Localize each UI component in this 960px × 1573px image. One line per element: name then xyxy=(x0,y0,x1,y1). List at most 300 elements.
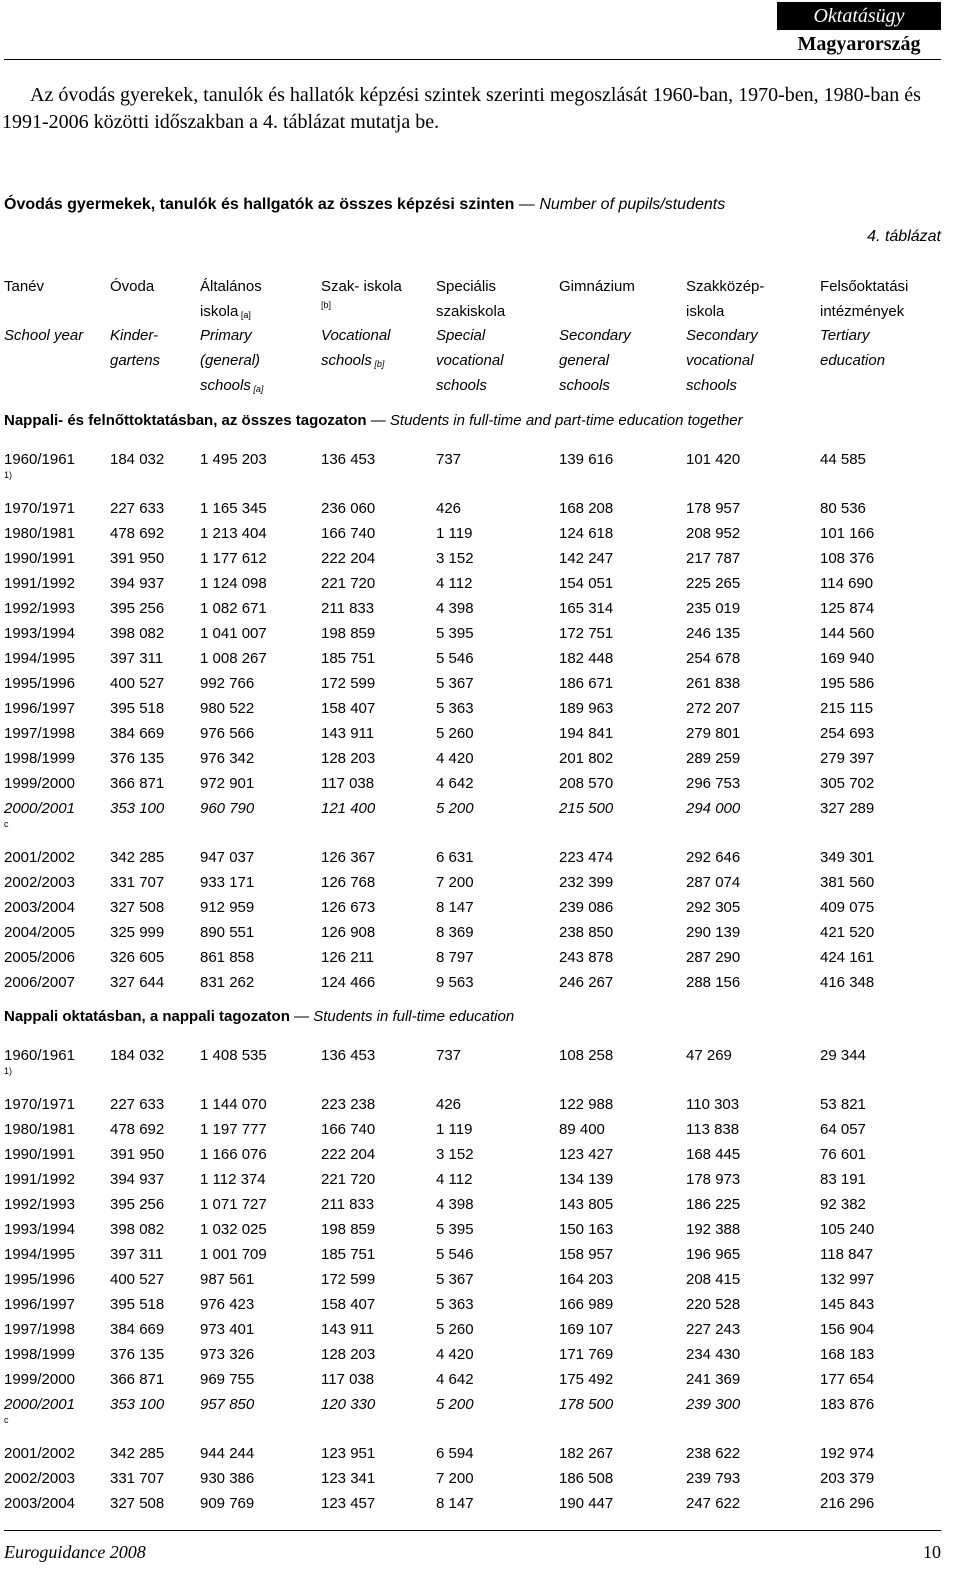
value-cell: 126 211 xyxy=(321,949,375,966)
value-cell: 168 445 xyxy=(686,1146,741,1163)
value-cell: 29 344 xyxy=(820,1047,866,1064)
value-cell: 395 256 xyxy=(110,1196,165,1213)
table-row xyxy=(0,1491,960,1516)
table-row xyxy=(0,1217,960,1242)
value-cell: 80 536 xyxy=(820,500,866,517)
value-cell: 424 161 xyxy=(820,949,875,966)
value-cell: 215 500 xyxy=(559,800,614,817)
column-header-en-line: schools $_{[b]}$ xyxy=(321,352,385,369)
value-cell: 136 453 xyxy=(321,1047,376,1064)
value-cell: 4 420 xyxy=(436,750,474,767)
school-year-cell: 2003/2004 xyxy=(4,1495,75,1512)
column-header-en-line: general xyxy=(559,352,610,369)
column-header-hu-line: Felsőoktatási xyxy=(820,278,909,295)
value-cell: 261 838 xyxy=(686,675,741,692)
value-cell: 3 152 xyxy=(436,550,474,567)
school-year-cell: 2002/2003 xyxy=(4,1470,75,1487)
column-header-hu-line: Speciális xyxy=(436,278,497,295)
value-cell: 194 841 xyxy=(559,725,614,742)
value-cell: 182 267 xyxy=(559,1445,614,1462)
value-cell: 211 833 xyxy=(321,600,375,617)
value-cell: 4 398 xyxy=(436,1196,474,1213)
value-cell: 395 256 xyxy=(110,600,165,617)
table-row xyxy=(0,1342,960,1367)
value-cell: 861 858 xyxy=(200,949,255,966)
value-cell: 227 633 xyxy=(110,1096,165,1113)
table-row xyxy=(0,845,960,870)
value-cell: 223 238 xyxy=(321,1096,376,1113)
value-cell: 101 420 xyxy=(686,451,741,468)
table-row xyxy=(0,521,960,546)
value-cell: 221 720 xyxy=(321,1171,376,1188)
value-cell: 241 369 xyxy=(686,1371,741,1388)
school-year-cell: 2001/2002 xyxy=(4,849,75,866)
value-cell: 1 495 203 xyxy=(200,451,267,468)
school-year-cell: 1991/1992 xyxy=(4,575,75,592)
value-cell: 243 878 xyxy=(559,949,614,966)
school-year-cell: 1995/1996 xyxy=(4,675,75,692)
section-title xyxy=(4,410,743,432)
value-cell: 172 599 xyxy=(321,675,376,692)
value-cell: 246 267 xyxy=(559,974,614,991)
value-cell: 292 305 xyxy=(686,899,741,916)
value-cell: 409 075 xyxy=(820,899,875,916)
column-header-en-line: (general) xyxy=(200,352,261,369)
value-cell: 117 038 xyxy=(321,1371,375,1388)
value-cell: 890 551 xyxy=(200,924,255,941)
value-cell: 384 669 xyxy=(110,725,165,742)
value-cell: 220 528 xyxy=(686,1296,741,1313)
value-cell: 290 139 xyxy=(686,924,741,941)
value-cell: 118 847 xyxy=(820,1246,874,1263)
footer-divider xyxy=(4,1530,941,1531)
column-header-hu-2 xyxy=(200,274,262,326)
value-cell: 376 135 xyxy=(110,750,165,767)
table-row xyxy=(0,1092,960,1117)
value-cell: 4 398 xyxy=(436,600,474,617)
value-cell: 5 260 xyxy=(436,1321,474,1338)
table-row xyxy=(0,1192,960,1217)
column-header-hu-line: Tanév xyxy=(4,278,45,295)
value-cell: 976 342 xyxy=(200,750,255,767)
value-cell: 208 415 xyxy=(686,1271,741,1288)
value-cell: 120 330 xyxy=(321,1396,376,1413)
table-row xyxy=(0,496,960,521)
value-cell: 394 937 xyxy=(110,575,165,592)
value-cell: 992 766 xyxy=(200,675,255,692)
value-cell: 172 599 xyxy=(321,1271,376,1288)
value-cell: 1 119 xyxy=(436,1121,473,1138)
school-year-cell: 1998/1999 xyxy=(4,750,75,767)
value-cell: 203 379 xyxy=(820,1470,875,1487)
value-cell: 190 447 xyxy=(559,1495,614,1512)
value-cell: 5 367 xyxy=(436,675,474,692)
value-cell: 287 074 xyxy=(686,874,741,891)
column-header-hu-7 xyxy=(820,274,908,324)
value-cell: 217 787 xyxy=(686,550,741,567)
value-cell: 933 171 xyxy=(200,874,255,891)
table-row xyxy=(0,596,960,621)
school-year-cell: 1999/2000 xyxy=(4,1371,75,1388)
value-cell: 426 xyxy=(436,500,462,517)
value-cell: 391 950 xyxy=(110,550,165,567)
column-header-en-1 xyxy=(110,323,160,373)
value-cell: 7 200 xyxy=(436,1470,474,1487)
value-cell: 169 107 xyxy=(559,1321,614,1338)
value-cell: 221 720 xyxy=(321,575,376,592)
value-cell: 957 850 xyxy=(200,1396,255,1413)
section-title-dash: — xyxy=(366,412,390,429)
header-divider xyxy=(4,59,941,60)
value-cell: 195 586 xyxy=(820,675,875,692)
table-row xyxy=(0,1441,960,1466)
value-cell: 5 395 xyxy=(436,625,474,642)
section-title-en: Students in full-time education xyxy=(313,1008,515,1025)
value-cell: 279 397 xyxy=(820,750,875,767)
value-cell: 1 213 404 xyxy=(200,525,267,542)
value-cell: 973 401 xyxy=(200,1321,255,1338)
value-cell: 4 642 xyxy=(436,1371,474,1388)
table-row xyxy=(0,1043,960,1068)
value-cell: 5 363 xyxy=(436,700,474,717)
table-number: 4. táblázat xyxy=(867,228,941,245)
row-footnote-marker: c xyxy=(4,819,9,829)
column-header-en-line: vocational xyxy=(436,352,504,369)
school-year-cell: 1980/1981 xyxy=(4,525,75,542)
school-year-cell: 1992/1993 xyxy=(4,1196,75,1213)
table-row xyxy=(0,920,960,945)
value-cell: 416 348 xyxy=(820,974,875,991)
value-cell: 166 740 xyxy=(321,1121,376,1138)
column-header-en-line: Secondary xyxy=(686,327,758,344)
table-row xyxy=(0,1367,960,1392)
school-year-cell: 1970/1971 xyxy=(4,500,75,517)
value-cell: 143 911 xyxy=(321,725,375,742)
school-year-cell: 1990/1991 xyxy=(4,550,75,567)
table-row xyxy=(0,1267,960,1292)
column-header-hu-line: Óvoda xyxy=(110,278,155,295)
value-cell: 83 191 xyxy=(820,1171,866,1188)
school-year-cell: 1980/1981 xyxy=(4,1121,75,1138)
value-cell: 353 100 xyxy=(110,1396,165,1413)
table-row xyxy=(0,1292,960,1317)
value-cell: 972 901 xyxy=(200,775,255,792)
value-cell: 165 314 xyxy=(559,600,614,617)
value-cell: 1 041 007 xyxy=(200,625,267,642)
row-footnote-marker: 1) xyxy=(4,470,13,480)
school-year-cell: 1993/1994 xyxy=(4,1221,75,1238)
value-cell: 198 859 xyxy=(321,1221,376,1238)
value-cell: 208 952 xyxy=(686,525,741,542)
table-row xyxy=(0,945,960,970)
value-cell: 381 560 xyxy=(820,874,875,891)
value-cell: 156 904 xyxy=(820,1321,875,1338)
value-cell: 831 262 xyxy=(200,974,255,991)
value-cell: 89 400 xyxy=(559,1121,605,1138)
value-cell: 1 166 076 xyxy=(200,1146,267,1163)
column-header-en-line: vocational xyxy=(686,352,754,369)
school-year-cell: 1998/1999 xyxy=(4,1346,75,1363)
value-cell: 126 908 xyxy=(321,924,376,941)
value-cell: 5 260 xyxy=(436,725,474,742)
column-header-en-line: Secondary xyxy=(559,327,631,344)
value-cell: 123 951 xyxy=(321,1445,376,1462)
value-cell: 5 200 xyxy=(436,800,474,817)
column-note: [b] xyxy=(321,300,332,310)
value-cell: 327 508 xyxy=(110,899,165,916)
column-header-en-line: Special xyxy=(436,327,486,344)
column-header-hu-3 xyxy=(321,274,402,324)
value-cell: 198 859 xyxy=(321,625,376,642)
value-cell: 909 769 xyxy=(200,1495,255,1512)
value-cell: 246 135 xyxy=(686,625,741,642)
school-year-cell: 2005/2006 xyxy=(4,949,75,966)
school-year-cell: 2002/2003 xyxy=(4,874,75,891)
value-cell: 327 508 xyxy=(110,1495,165,1512)
value-cell: 196 965 xyxy=(686,1246,741,1263)
table-heading-hu: Óvodás gyermekek, tanulók és hallgatók az összes képzési szinten xyxy=(4,196,515,213)
brand-title: Oktatásügy xyxy=(777,2,941,30)
value-cell: 4 112 xyxy=(436,1171,473,1188)
value-cell: 122 988 xyxy=(559,1096,614,1113)
value-cell: 185 751 xyxy=(321,1246,376,1263)
value-cell: 225 265 xyxy=(686,575,741,592)
school-year-cell: 1960/1961 xyxy=(4,451,75,468)
value-cell: 326 605 xyxy=(110,949,165,966)
column-header-en-line: Tertiary xyxy=(820,327,870,344)
value-cell: 5 395 xyxy=(436,1221,474,1238)
value-cell: 183 876 xyxy=(820,1396,875,1413)
value-cell: 178 957 xyxy=(686,500,741,517)
column-header-en-line: schools xyxy=(686,377,737,394)
value-cell: 114 690 xyxy=(820,575,874,592)
school-year-cell: 2006/2007 xyxy=(4,974,75,991)
column-header-hu-line: szakiskola xyxy=(436,303,506,320)
column-header-en-line: schools $_{[a]}$ xyxy=(200,377,264,394)
value-cell: 912 959 xyxy=(200,899,255,916)
column-header-hu-line: Gimnázium xyxy=(559,278,635,295)
value-cell: 6 594 xyxy=(436,1445,474,1462)
value-cell: 238 622 xyxy=(686,1445,741,1462)
value-cell: 164 203 xyxy=(559,1271,614,1288)
value-cell: 47 269 xyxy=(686,1047,732,1064)
table-row xyxy=(0,546,960,571)
value-cell: 125 874 xyxy=(820,600,875,617)
school-year-cell: 1996/1997 xyxy=(4,700,75,717)
school-year-cell: 1990/1991 xyxy=(4,1146,75,1163)
value-cell: 421 520 xyxy=(820,924,875,941)
row-footnote-marker: c xyxy=(4,1415,9,1425)
column-header-en-line: Kinder- xyxy=(110,327,159,344)
value-cell: 182 448 xyxy=(559,650,614,667)
value-cell: 232 399 xyxy=(559,874,614,891)
value-cell: 189 963 xyxy=(559,700,614,717)
value-cell: 101 166 xyxy=(820,525,875,542)
value-cell: 126 367 xyxy=(321,849,376,866)
value-cell: 384 669 xyxy=(110,1321,165,1338)
value-cell: 5 546 xyxy=(436,1246,474,1263)
value-cell: 7 200 xyxy=(436,874,474,891)
school-year-cell: 1994/1995 xyxy=(4,1246,75,1263)
value-cell: 5 367 xyxy=(436,1271,474,1288)
value-cell: 8 797 xyxy=(436,949,474,966)
value-cell: 296 753 xyxy=(686,775,741,792)
value-cell: 171 769 xyxy=(559,1346,614,1363)
value-cell: 254 678 xyxy=(686,650,741,667)
column-header-en-4 xyxy=(436,323,504,398)
value-cell: 8 147 xyxy=(436,899,474,916)
table-heading-en: Number of pupils/students xyxy=(539,196,726,213)
value-cell: 8 147 xyxy=(436,1495,474,1512)
table-row xyxy=(0,696,960,721)
value-cell: 128 203 xyxy=(321,750,376,767)
value-cell: 136 453 xyxy=(321,451,376,468)
table-row xyxy=(0,895,960,920)
value-cell: 192 388 xyxy=(686,1221,741,1238)
table-row xyxy=(0,970,960,995)
value-cell: 234 430 xyxy=(686,1346,741,1363)
value-cell: 215 115 xyxy=(820,700,874,717)
column-header-hu-line: Szak- iskola xyxy=(321,278,402,295)
section-title-dash: — xyxy=(289,1008,314,1025)
table-row xyxy=(0,1117,960,1142)
school-year-cell: 1992/1993 xyxy=(4,600,75,617)
value-cell: 134 139 xyxy=(559,1171,614,1188)
value-cell: 976 423 xyxy=(200,1296,255,1313)
value-cell: 1 119 xyxy=(436,525,473,542)
column-header-hu-4 xyxy=(436,274,505,324)
value-cell: 1 197 777 xyxy=(200,1121,267,1138)
value-cell: 247 622 xyxy=(686,1495,741,1512)
value-cell: 216 296 xyxy=(820,1495,875,1512)
value-cell: 400 527 xyxy=(110,675,165,692)
value-cell: 5 546 xyxy=(436,650,474,667)
value-cell: 143 805 xyxy=(559,1196,614,1213)
value-cell: 1 008 267 xyxy=(200,650,267,667)
column-header-en-line: gartens xyxy=(110,352,161,369)
value-cell: 239 300 xyxy=(686,1396,741,1413)
value-cell: 186 671 xyxy=(559,675,614,692)
column-header-en-5 xyxy=(559,323,631,398)
value-cell: 186 508 xyxy=(559,1470,614,1487)
value-cell: 143 911 xyxy=(321,1321,375,1338)
column-header-en-line: schools xyxy=(559,377,610,394)
value-cell: 201 802 xyxy=(559,750,614,767)
value-cell: 108 376 xyxy=(820,550,875,567)
school-year-cell: 2001/2002 xyxy=(4,1445,75,1462)
value-cell: 222 204 xyxy=(321,550,376,567)
table-row xyxy=(0,796,960,821)
value-cell: 973 326 xyxy=(200,1346,255,1363)
table-row xyxy=(0,1317,960,1342)
value-cell: 208 570 xyxy=(559,775,614,792)
value-cell: 331 707 xyxy=(110,874,165,891)
value-cell: 227 633 xyxy=(110,500,165,517)
value-cell: 166 740 xyxy=(321,525,376,542)
table-row xyxy=(0,671,960,696)
value-cell: 960 790 xyxy=(200,800,255,817)
table-row xyxy=(0,571,960,596)
value-cell: 169 940 xyxy=(820,650,875,667)
column-header-en-line: Primary xyxy=(200,327,252,344)
value-cell: 395 518 xyxy=(110,700,165,717)
value-cell: 227 243 xyxy=(686,1321,741,1338)
school-year-cell: 1960/1961 xyxy=(4,1047,75,1064)
value-cell: 178 500 xyxy=(559,1396,614,1413)
value-cell: 178 973 xyxy=(686,1171,741,1188)
value-cell: 92 382 xyxy=(820,1196,866,1213)
section-title xyxy=(4,1006,514,1028)
column-note: [a] xyxy=(250,384,264,394)
value-cell: 400 527 xyxy=(110,1271,165,1288)
value-cell: 397 311 xyxy=(110,650,164,667)
table-row xyxy=(0,1466,960,1491)
value-cell: 158 957 xyxy=(559,1246,614,1263)
value-cell: 236 060 xyxy=(321,500,376,517)
school-year-cell: 1995/1996 xyxy=(4,1271,75,1288)
value-cell: 349 301 xyxy=(820,849,875,866)
school-year-cell: 1993/1994 xyxy=(4,625,75,642)
value-cell: 4 112 xyxy=(436,575,473,592)
table-heading xyxy=(4,194,725,216)
school-year-cell: 1996/1997 xyxy=(4,1296,75,1313)
value-cell: 5 200 xyxy=(436,1396,474,1413)
section-title-hu: Nappali- és felnőttoktatásban, az összes tagozaton xyxy=(4,412,367,429)
school-year-cell: 1999/2000 xyxy=(4,775,75,792)
value-cell: 123 457 xyxy=(321,1495,376,1512)
value-cell: 113 838 xyxy=(686,1121,740,1138)
column-header-hu-line: iskola $_{[a]}$ xyxy=(200,303,251,320)
value-cell: 121 400 xyxy=(321,800,376,817)
value-cell: 325 999 xyxy=(110,924,165,941)
page-number: 10 xyxy=(923,1542,941,1562)
value-cell: 239 086 xyxy=(559,899,614,916)
value-cell: 172 751 xyxy=(559,625,614,642)
value-cell: 123 341 xyxy=(321,1470,376,1487)
column-header-hu-5 xyxy=(559,274,635,299)
value-cell: 305 702 xyxy=(820,775,875,792)
school-year-cell: 1997/1998 xyxy=(4,1321,75,1338)
value-cell: 117 038 xyxy=(321,775,375,792)
footer-publication: Euroguidance 2008 xyxy=(4,1542,146,1562)
value-cell: 397 311 xyxy=(110,1246,164,1263)
value-cell: 142 247 xyxy=(559,550,614,567)
value-cell: 124 618 xyxy=(559,525,614,542)
value-cell: 980 522 xyxy=(200,700,255,717)
value-cell: 192 974 xyxy=(820,1445,875,1462)
value-cell: 211 833 xyxy=(321,1196,375,1213)
value-cell: 395 518 xyxy=(110,1296,165,1313)
value-cell: 145 843 xyxy=(820,1296,875,1313)
table-row xyxy=(0,1142,960,1167)
value-cell: 1 165 345 xyxy=(200,500,267,517)
value-cell: 124 466 xyxy=(321,974,376,991)
value-cell: 184 032 xyxy=(110,1047,165,1064)
value-cell: 1 001 709 xyxy=(200,1246,267,1263)
value-cell: 168 208 xyxy=(559,500,614,517)
column-header-en-3 xyxy=(321,323,391,375)
value-cell: 175 492 xyxy=(559,1371,614,1388)
column-header-en-0 xyxy=(4,323,83,348)
value-cell: 154 051 xyxy=(559,575,614,592)
column-header-en-line: education xyxy=(820,352,886,369)
value-cell: 976 566 xyxy=(200,725,255,742)
value-cell: 186 225 xyxy=(686,1196,741,1213)
school-year-cell: 2004/2005 xyxy=(4,924,75,941)
value-cell: 376 135 xyxy=(110,1346,165,1363)
value-cell: 327 644 xyxy=(110,974,165,991)
value-cell: 254 693 xyxy=(820,725,875,742)
